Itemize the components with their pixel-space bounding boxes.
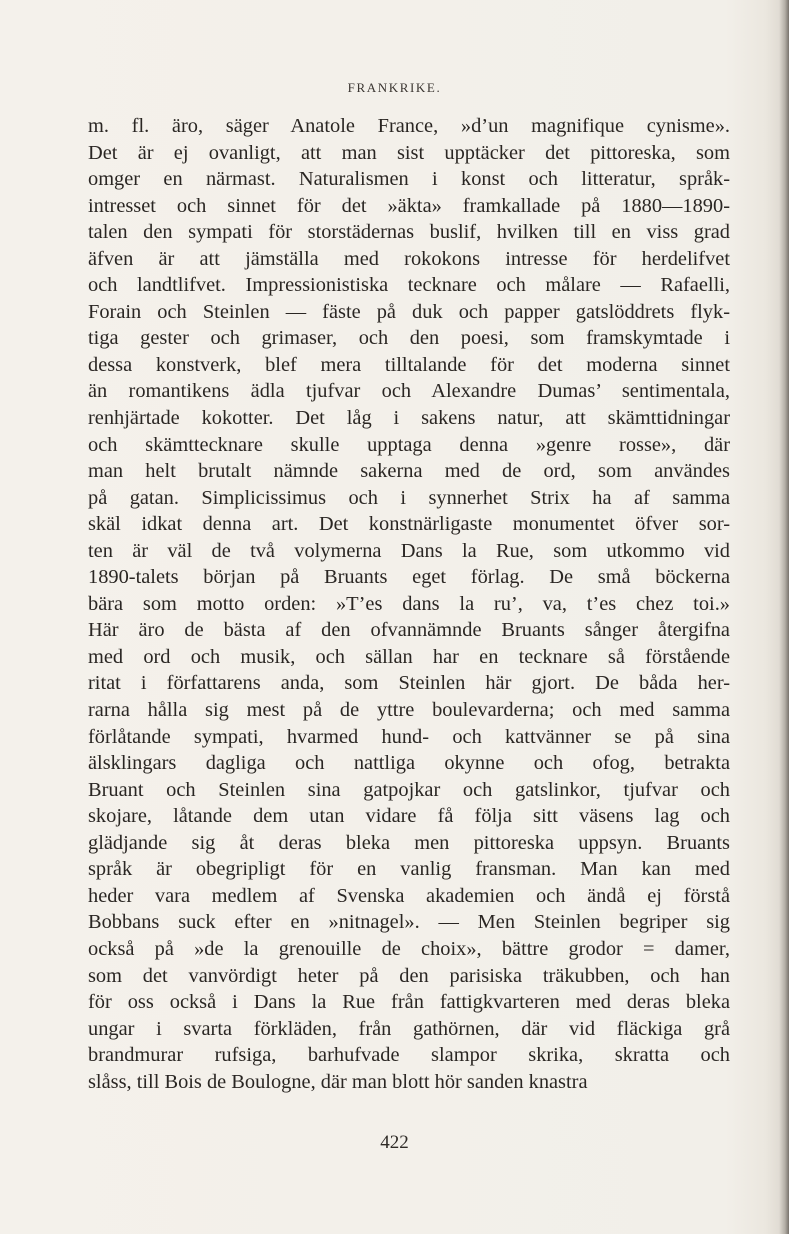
text-line: Här äro de bästa af den ofvannämnde Bruants sånger återgifna [88, 619, 730, 642]
text-line: ungar i svarta förkläden, från gathörnen, där vid fläckiga grå [88, 1017, 730, 1040]
page-number: 422 [380, 1132, 409, 1153]
text-line: 1890-talets början på Bruants eget förlag. De små böckerna [88, 566, 730, 589]
text-line: på gatan. Simplicissimus och i synnerhet Strix ha af samma [88, 486, 730, 509]
text-line: Bobbans suck efter en »nitnagel». — Men Steinlen begriper sig [88, 911, 730, 934]
text-line: bära som motto orden: »T’es dans la ru’, va, t’es chez toi.» [88, 592, 730, 615]
text-line: som det vanvördigt heter på den parisiska träkubben, och han [88, 964, 730, 987]
text-line: älsklingars dagliga och nattliga okynne och ofog, betrakta [88, 752, 730, 775]
text-line: tiga gester och grimaser, och den poesi, som framskymtade i [88, 327, 730, 350]
page-edge-shadow [779, 0, 789, 1234]
text-line: slåss, till Bois de Boulogne, där man blott hör sanden knastra [88, 1070, 588, 1093]
text-line: renhjärtade kokotter. Det låg i sakens natur, att skämttidningar [88, 407, 730, 430]
text-line: med ord och musik, och sällan har en tecknare så förstående [88, 645, 730, 668]
text-line: rarna hålla sig mest på de yttre boulevarderna; och med samma [88, 699, 730, 722]
text-line: talen den sympati för storstädernas buslif, hvilken till en viss grad [88, 221, 730, 244]
text-line: glädjande sig åt deras bleka men pittoreska uppsyn. Bruants [88, 831, 730, 854]
body-text [88, 113, 730, 1095]
text-line: och skämttecknare skulle upptaga denna »genre rosse», där [88, 433, 730, 456]
text-line: dessa konstverk, blef mera tilltalande för det moderna sinnet [88, 353, 730, 376]
text-line: språk är obegripligt för en vanlig fransman. Man kan med [88, 858, 730, 881]
text-line: man helt brutalt nämnde sakerna med de ord, som användes [88, 460, 730, 483]
text-line: skäl idkat denna art. Det konstnärligaste monumentet öfver sor- [88, 513, 730, 536]
text-line: förlåtande sympati, hvarmed hund- och kattvänner se på sina [88, 725, 730, 748]
text-line: Bruant och Steinlen sina gatpojkar och gatslinkor, tjufvar och [88, 778, 730, 801]
text-line: ritat i författarens anda, som Steinlen här gjort. De båda her- [88, 672, 730, 695]
text-line: skojare, låtande dem utan vidare få följa sitt väsens lag och [88, 805, 730, 828]
running-head: FRANKRIKE. [347, 80, 442, 95]
text-line: heder vara medlem af Svenska akademien och ändå ej förstå [88, 884, 730, 907]
text-line: omger en närmast. Naturalismen i konst och litteratur, språk- [88, 168, 730, 191]
text-line: för oss också i Dans la Rue från fattigkvarteren med deras bleka [88, 991, 730, 1014]
text-line: Forain och Steinlen — fäste på duk och papper gatslöddrets flyk- [88, 300, 730, 323]
text-line: m. fl. äro, säger Anatole France, »d’un magnifique cynisme». [88, 115, 730, 137]
text-line: också på »de la grenouille de choix», bättre grodor = damer, [88, 937, 730, 960]
text-line: brandmurar rufsiga, barhufvade slampor skrika, skratta och [88, 1044, 730, 1067]
text-line: ten är väl de två volymerna Dans la Rue, som utkommo vid [88, 539, 730, 562]
text-line: intresset och sinnet för det »äkta» framkallade på 1880—1890- [88, 194, 730, 217]
text-line: och landtlifvet. Impressionistiska tecknare och målare — Rafaelli, [88, 274, 730, 297]
text-line: än romantikens ädla tjufvar och Alexandre Dumas’ sentimentala, [88, 380, 730, 403]
text-line: äfven är att jämställa med rokokons intresse för herdelifvet [88, 247, 730, 270]
text-line: Det är ej ovanligt, att man sist upptäcker det pittoreska, som [88, 141, 730, 164]
